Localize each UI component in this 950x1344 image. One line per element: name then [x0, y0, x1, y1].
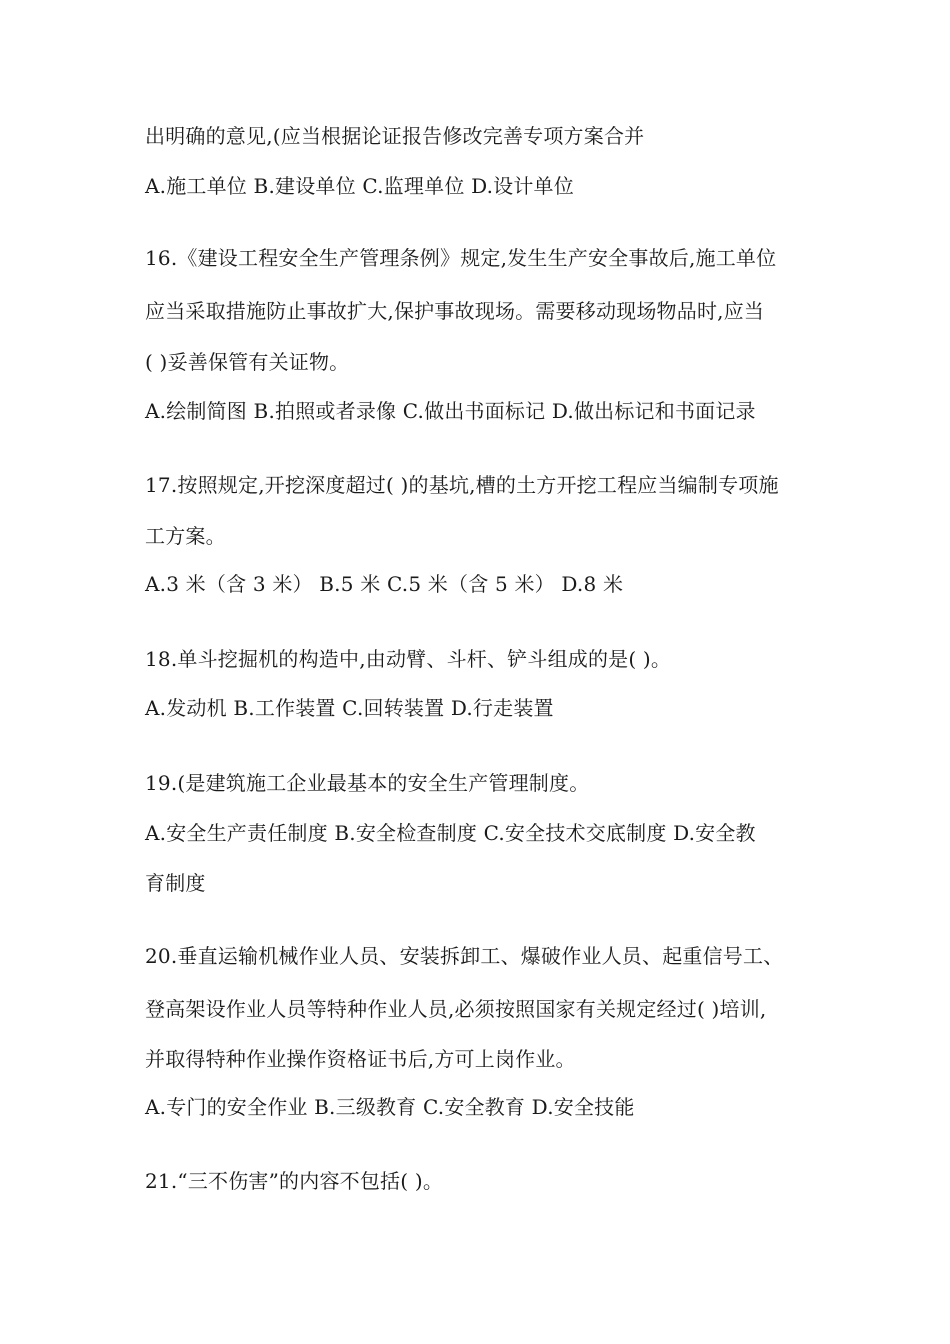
question-20-line-3: 并取得特种作业操作资格证书后,方可上岗作业。 — [145, 1047, 576, 1071]
question-17-line-2: 工方案。 — [145, 524, 226, 548]
question-16-line-3: ( )妥善保管有关证物。 — [145, 350, 350, 374]
question-21-stem: 21.“三不伤害”的内容不包括( )。 — [145, 1169, 444, 1193]
question-15-continuation: 出明确的意见,(应当根据论证报告修改完善专项方案合并 — [145, 124, 645, 148]
question-17-options: A.3 米（含 3 米） B.5 米 C.5 米（含 5 米） D.8 米 — [145, 572, 624, 596]
question-20-line-2: 登高架设作业人员等特种作业人员,必须按照国家有关规定经过( )培训, — [145, 997, 767, 1021]
question-19-stem: 19.(是建筑施工企业最基本的安全生产管理制度。 — [145, 771, 590, 795]
question-20-line-1: 20.垂直运输机械作业人员、安装拆卸工、爆破作业人员、起重信号工、 — [145, 944, 784, 968]
question-18-stem: 18.单斗挖掘机的构造中,由动臂、斗杆、铲斗组成的是( )。 — [145, 647, 672, 671]
question-19-options-line-1: A.安全生产责任制度 B.安全检查制度 C.安全技术交底制度 D.安全教 — [145, 821, 756, 845]
question-18-options: A.发动机 B.工作装置 C.回转装置 D.行走装置 — [145, 696, 554, 720]
question-16-line-2: 应当采取措施防止事故扩大,保护事故现场。需要移动现场物品时,应当 — [145, 299, 765, 323]
question-16-line-1: 16.《建设工程安全生产管理条例》规定,发生生产安全事故后,施工单位 — [145, 246, 777, 270]
question-17-line-1: 17.按照规定,开挖深度超过( )的基坑,槽的土方开挖工程应当编制专项施 — [145, 473, 779, 497]
question-16-options: A.绘制简图 B.拍照或者录像 C.做出书面标记 D.做出标记和书面记录 — [145, 399, 756, 423]
question-15-options: A.施工单位 B.建设单位 C.监理单位 D.设计单位 — [145, 174, 574, 198]
question-19-options-line-2: 育制度 — [145, 871, 206, 895]
question-20-options: A.专门的安全作业 B.三级教育 C.安全教育 D.安全技能 — [145, 1095, 635, 1119]
